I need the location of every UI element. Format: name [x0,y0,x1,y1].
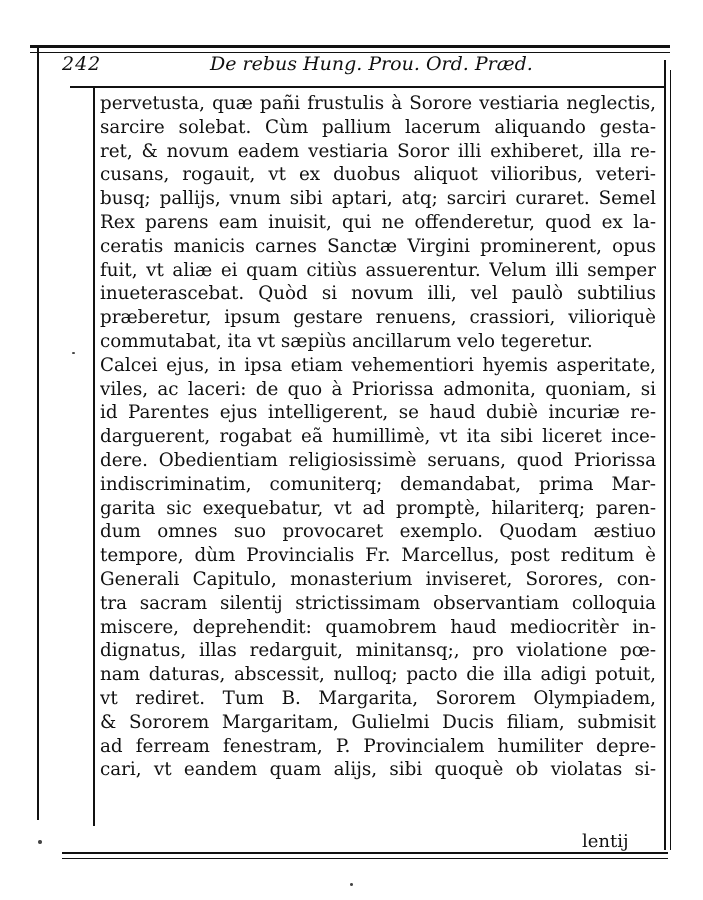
text-line: & Sororem Margaritam, Gulielmi Ducis filiam, submisit [100,711,656,733]
text-line: commutabat, ita vt sæpiùs ancillarum velo tegeretur. [100,330,593,352]
text-line: ad ferream fenestram, P. Provincialem humiliter depre- [100,735,656,757]
ink-speck [350,883,353,886]
text-line: Calcei ejus, in ipsa etiam vehementiori hyemis asperitate, [100,354,656,376]
top-rule [30,45,670,48]
ink-speck [72,352,75,354]
text-line: Generali Capitulo, monasterium inviseret, Sorores, con- [100,568,656,590]
text-line: darguerent, rogabat eã humillimè, vt ita sibi liceret ince- [100,426,656,448]
text-line: tempore, dùm Provincialis Fr. Marcellus, post reditum è [100,545,656,567]
text-line: sarcire solebat. Cùm pallium lacerum aliquando gesta- [100,116,656,138]
text-line: garita sic exequebatur, vt ad promptè, hilariterq; paren- [100,497,656,519]
bottom-rule [62,852,668,854]
catchword: lentij [582,831,629,852]
text-line: busq; pallijs, vnum sibi aptari, atq; sarciri curaret. Semel [100,188,656,210]
header-rule [70,86,666,88]
text-line: pervetusta, quæ pañi frustulis à Sorore vestiaria neglectis, [100,93,656,114]
text-line: dere. Obedientiam religiosissimè seruans, quod Priorissa [100,449,656,471]
text-line: præberetur, ipsum gestare renuens, crassiori, vilioriquè [100,307,656,329]
text-line: ceratis manicis carnes Sanctæ Virgini prominerent, opus [100,235,656,257]
text-line: id Parentes ejus intelligerent, se haud dubiè incuriæ re- [100,402,656,424]
page-number: 242 [62,53,102,75]
right-frame-line-outer [670,70,671,850]
text-margin-line [93,86,95,826]
text-line: nam daturas, abscessit, nulloq; pacto die illa adigi potuit, [100,664,656,686]
ink-speck [38,840,42,844]
text-line: inueterascebat. Quòd si novum illi, vel paulò subtilius [100,283,656,305]
text-line: viles, ac laceri: de quo à Priorissa admonita, quoniam, si [100,378,656,400]
text-line: indiscriminatim, comuniterq; demandabat, prima Mar- [100,473,656,495]
text-line: dignatus, illas redarguit, minitansq;, pro violatione pœ- [100,640,656,662]
text-line: fuit, vt aliæ ei quam citiùs assuerentur. Velum illi semper [100,259,656,281]
text-line: tra sacram silentij strictissimam observantiam colloquia [100,592,656,614]
text-line: cari, vt eandem quam alijs, sibi quoquè ob violatas si- [100,759,656,781]
text-line: cusans, rogauit, vt ex duobus aliquot vilioribus, veteri- [100,164,656,186]
text-line: vt rediret. Tum B. Margarita, Sororem Olympiadem, [100,687,656,709]
bottom-rule-thin [62,858,668,859]
text-line: Rex parens eam inuisit, qui ne offenderetur, quod ex la- [100,211,656,233]
text-line: dum omnes suo provocaret exemplo. Quodam æstiuo [100,521,656,543]
left-frame-line [37,45,39,820]
body-text [100,92,656,782]
text-line: ret, & novum eadem vestiaria Soror illi exhiberet, illa re- [100,140,656,162]
text-line: miscere, deprehendit: quamobrem haud mediocritèr in- [100,616,656,638]
running-title: De rebus Hung. Prou. Ord. Præd. [210,53,533,75]
right-frame-line [664,60,666,850]
